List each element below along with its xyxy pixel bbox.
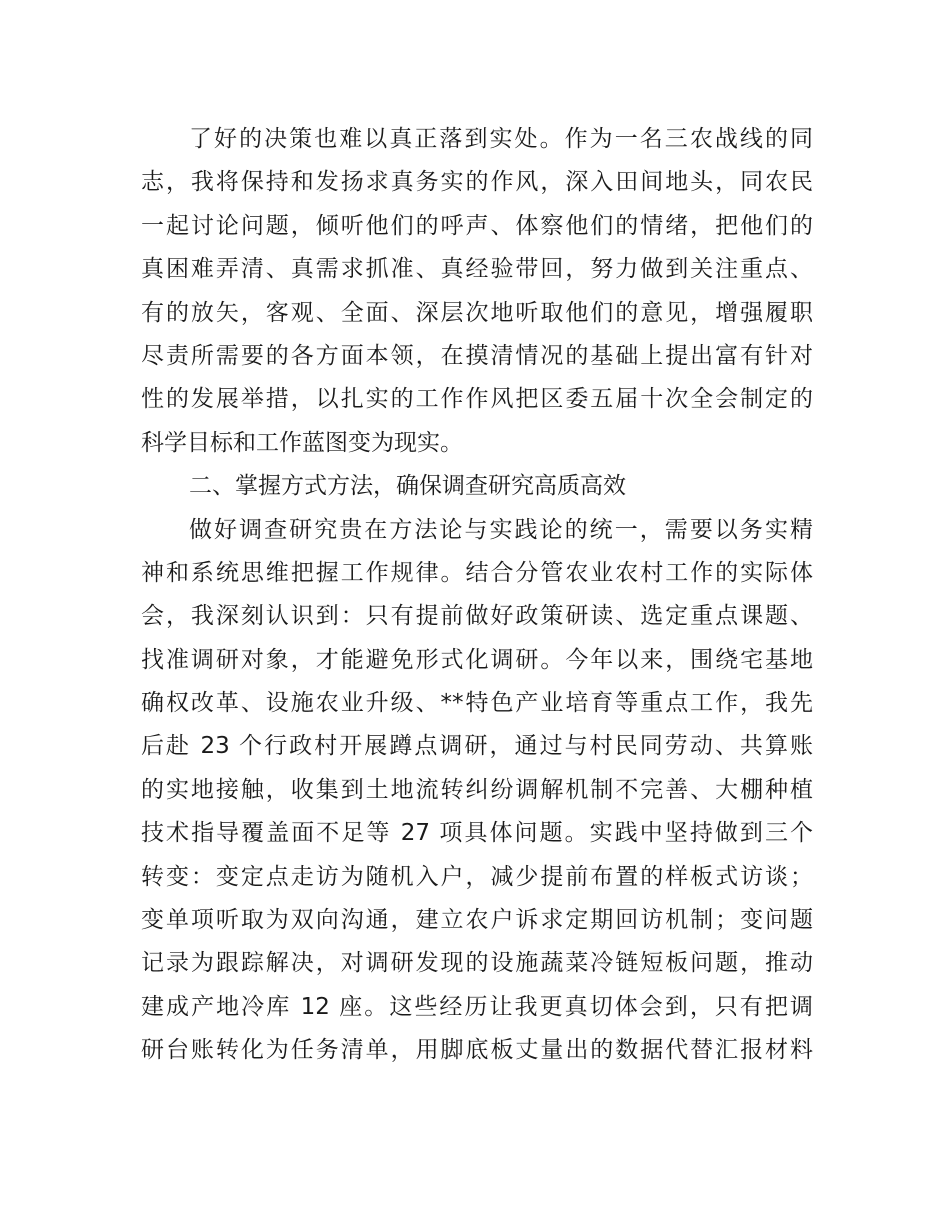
text-line: 做好调查研究贵在方法论与实践论的统一，需要以务实精 xyxy=(189,516,813,543)
text-line: 一起讨论问题，倾听他们的呼声、体察他们的情绪，把他们的 xyxy=(141,212,813,239)
text-line: 会，我深刻认识到：只有提前做好政策研读、选定重点课题、 xyxy=(141,603,813,630)
paragraph-continuation xyxy=(141,118,813,465)
text-line: 后赴 23 个行政村开展蹲点调研，通过与村民同劳动、共算账 xyxy=(141,733,813,760)
text-line: 真困难弄清、真需求抓准、真经验带回，努力做到关注重点、 xyxy=(141,256,813,283)
text-line: 确权改革、设施农业升级、**特色产业培育等重点工作，我先 xyxy=(141,690,813,717)
text-line: 尽责所需要的各方面本领，在摸清情况的基础上提出富有针对 xyxy=(141,342,813,369)
text-line: 志，我将保持和发扬求真务实的作风，深入田间地头，同农民 xyxy=(141,169,813,196)
text-line: 性的发展举措，以扎实的工作作风把区委五届十次全会制定的 xyxy=(141,386,813,413)
heading-line: 二、掌握方式方法，确保调查研究高质高效 xyxy=(189,473,626,500)
text-line: 的实地接触，收集到土地流转纠纷调解机制不完善、大棚种植 xyxy=(141,776,813,803)
document-body xyxy=(141,118,813,1073)
text-line: 找准调研对象，才能避免形式化调研。今年以来，围绕宅基地 xyxy=(141,646,813,673)
text-line: 神和系统思维把握工作规律。结合分管农业农村工作的实际体 xyxy=(141,559,813,586)
text-line: 转变：变定点走访为随机入户，减少提前布置的样板式访谈； xyxy=(141,863,813,890)
text-line: 有的放矢，客观、全面、深层次地听取他们的意见，增强履职 xyxy=(141,299,813,326)
text-line: 记录为跟踪解决，对调研发现的设施蔬菜冷链短板问题，推动 xyxy=(141,950,813,977)
section-heading xyxy=(141,465,813,508)
paragraph-body xyxy=(141,509,813,1073)
text-line: 了好的决策也难以真正落到实处。作为一名三农战线的同 xyxy=(189,126,813,152)
text-line: 建成产地冷库 12 座。这些经历让我更真切体会到，只有把调 xyxy=(141,993,813,1020)
text-line: 技术指导覆盖面不足等 27 项具体问题。实践中坚持做到三个 xyxy=(141,820,813,847)
text-line: 科学目标和工作蓝图变为现实。 xyxy=(141,429,463,456)
text-line: 研台账转化为任务清单，用脚底板丈量出的数据代替汇报材料 xyxy=(141,1037,813,1064)
text-line: 变单项听取为双向沟通，建立农户诉求定期回访机制；变问题 xyxy=(141,907,813,934)
